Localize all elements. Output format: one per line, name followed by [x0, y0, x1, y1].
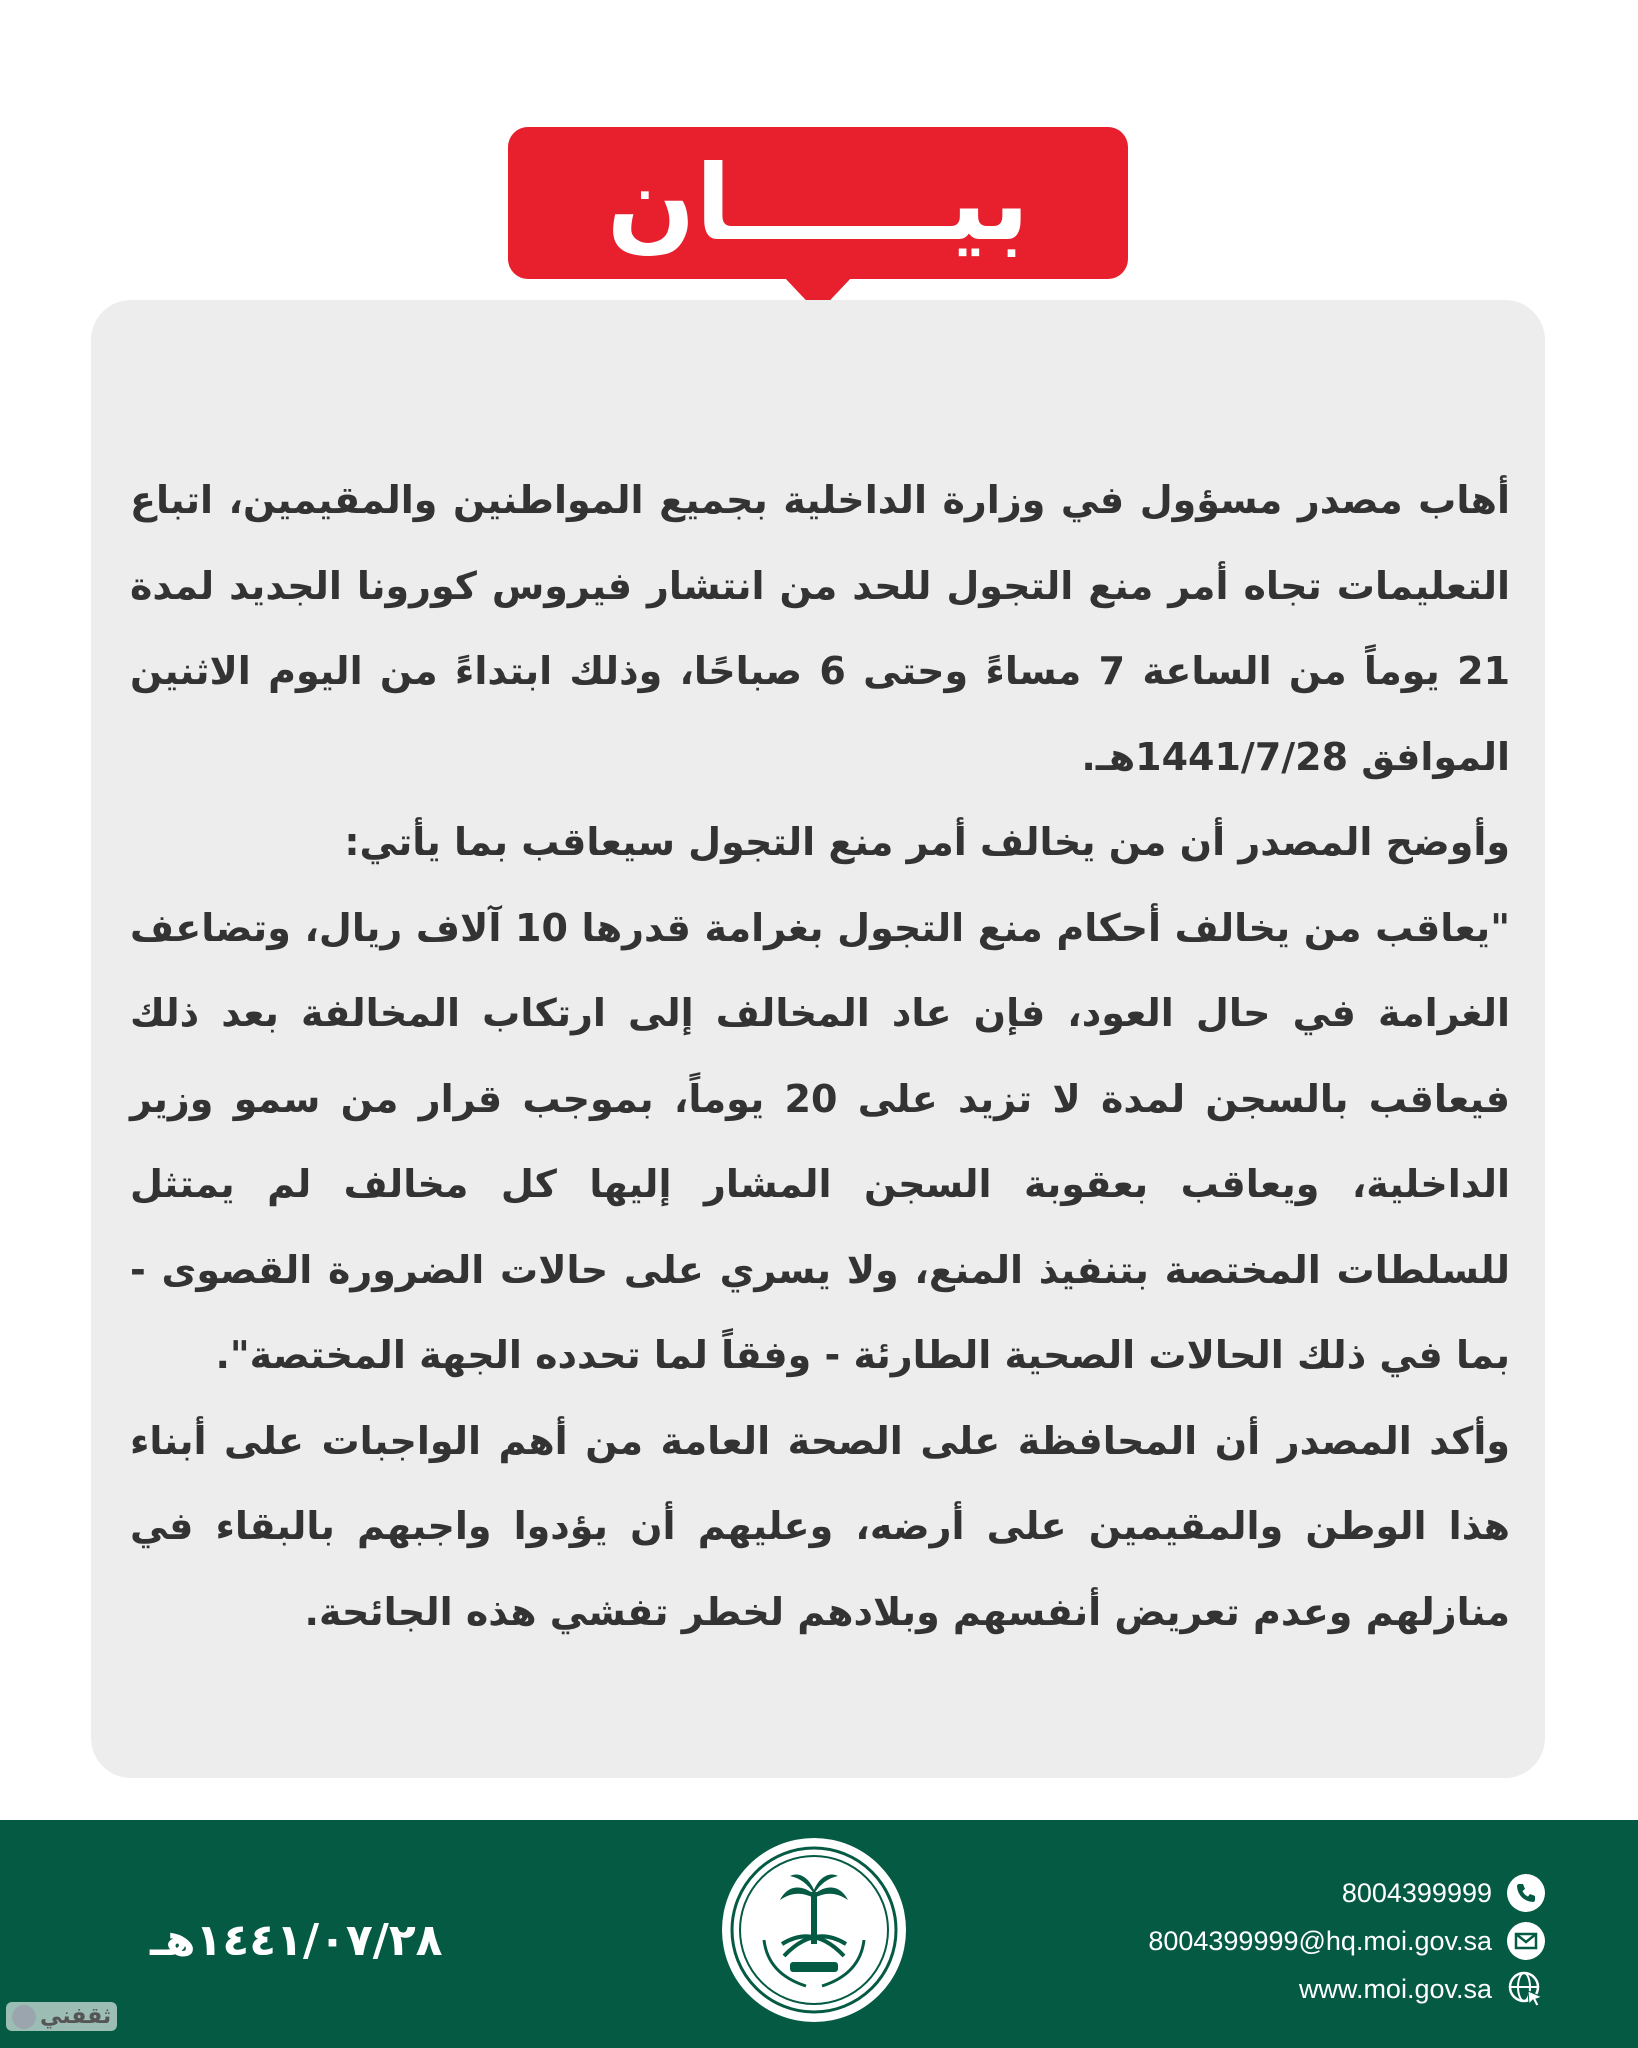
paragraph-2: وأوضح المصدر أن من يخالف أمر منع التجول سيعاقب بما يأتي: [344, 820, 1510, 864]
website-url[interactable]: www.moi.gov.sa [1298, 1973, 1492, 2004]
footer-bar [0, 1820, 1638, 2048]
website-row[interactable] [1026, 1966, 1546, 2012]
page-title: بيــــــان [606, 142, 1030, 264]
phone-row[interactable] [1026, 1870, 1546, 1916]
email-address[interactable]: 8004399999@hq.moi.gov.sa [1148, 1925, 1492, 1956]
paragraph-1: أهاب مصدر مسؤول في وزارة الداخلية بجميع المواطنين والمقيمين، اتباع التعليمات تجاه أمر منع التجول للحد من انتشار فيروس كورونا الجديد لمدة 21 يوماً من الساعة 7 مساءً وحتى 6 صباحًا، وذلك ابتداءً من اليوم الاثنين الموافق 1441/7/28هـ. [130, 478, 1511, 779]
footer-date: ١٤٤١/٠٧/٢٨هـ [150, 1915, 443, 1966]
watermark-text: ثقفني [40, 2004, 112, 2029]
phone-icon [1506, 1873, 1546, 1913]
watermark-logo-icon [12, 2005, 36, 2029]
site-watermark [6, 2002, 117, 2031]
title-badge [508, 127, 1128, 279]
phone-number[interactable]: 8004399999 [1341, 1877, 1492, 1908]
ministry-emblem-icon [722, 1838, 906, 2022]
globe-cursor-icon [1506, 1969, 1546, 2009]
contact-info [1026, 1870, 1546, 2014]
paragraph-3: "يعاقب من يخالف أحكام منع التجول بغرامة قدرها 10 آلاف ريال، وتضاعف الغرامة في حال العود، فإن عاد المخالف إلى ارتكاب المخالفة بعد ذلك فيعاقب بالسجن لمدة لا تزيد على 20 يوماً، بموجب قرار من سمو وزير الداخلية، ويعاقب بعقوبة السجن المشار إليها كل مخالف لم يمتثل للسلطات المختصة بتنفيذ المنع، ولا يسري على حالات الضرورة القصوى - بما في ذلك الحالات الصحية الطارئة - وفقاً لما تحدده الجهة المختصة". [130, 905, 1510, 1377]
email-row[interactable] [1026, 1918, 1546, 1964]
statement-body [130, 458, 1510, 1655]
paragraph-4: وأكد المصدر أن المحافظة على الصحة العامة من أهم الواجبات على أبناء هذا الوطن والمقيمين على أرضه، وعليهم أن يؤدوا واجبهم بالبقاء في منازلهم وعدم تعريض أنفسهم وبلادهم لخطر تفشي هذه الجائحة. [130, 1418, 1510, 1634]
email-icon [1506, 1921, 1546, 1961]
